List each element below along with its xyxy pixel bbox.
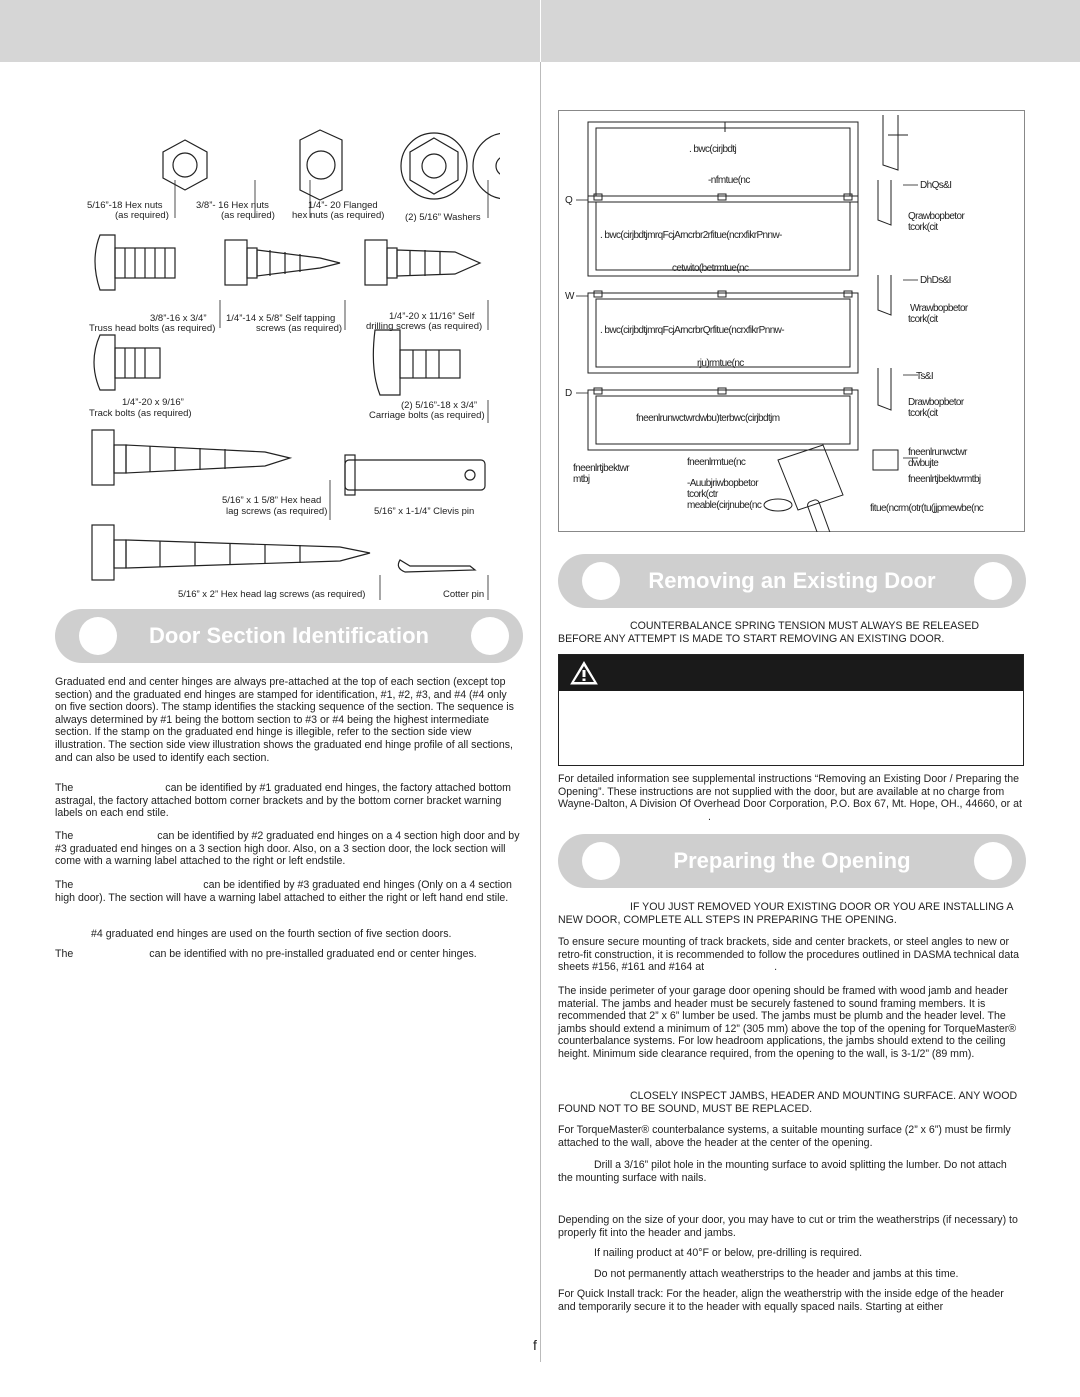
column-divider (540, 62, 541, 1362)
hex-nut-5-16-label: 5/16”-18 Hex nuts (87, 200, 163, 211)
diagram-right-11: dwbujte (908, 458, 939, 469)
warning-box (558, 654, 1024, 766)
page-number: f (533, 1337, 537, 1353)
diagram-label-section-3: . bwc(cirjbdtjmrqFcjArncrbr2rfitue(ncrxfikrPnnw- (600, 230, 782, 241)
door-section-banner (55, 609, 523, 663)
carriage-bolt-label: Carriage bolts (as required) (369, 410, 485, 421)
preparing-para-3: The inside perimeter of your garage door opening should be framed with wood jamb and header material. The jambs and header must be securely fastened to sound framing members. It is recommended that 2” x 6” lumber be used. The jambs must be plumb and the header level. The jambs should extend a minimum of 12” (305 mm) above the top of the opening for TorqueMaster® counterbalance systems. For low headroom applications, the jambs should extend to the ceiling height. Minimum side clearance required, from the opening to the wall, is 3-1/2” (89 mm). (558, 985, 1017, 1060)
hex-nut-3-8-qty: (as required) (221, 210, 275, 221)
diagram-mark-d: D (565, 388, 572, 399)
removing-door-title: Removing an Existing Door (648, 568, 936, 593)
diagram-right-7: Ts&I (916, 371, 934, 382)
self-tap-size: 1/4”-14 x 5/8” Self tapping (226, 313, 336, 324)
diagram-right-13: fitue(ncrm(otr(tu(jjpmewbe(nc (870, 503, 984, 514)
door-section-para-1: Graduated end and center hinges are always pre-attached at the top of each section (except top section) and the graduated end hinges are stamped for identification, #1, #2, #3, and #4 (#4 only on five section doors). The stamp identifies the stacking sequence of the section. The sequence is always determined by #1 being the bottom section to #3 or #4 being the highest intermediate section. If the stamp on the graduated end hinge is illegible, refer to the section side view illustration. The section side view illustration shows the graduated end hinge profile of all sections, and can also be used to identify each section. (55, 676, 514, 764)
preparing-para-4: CLOSELY INSPECT JAMBS, HEADER AND MOUNTING SURFACE. ANY WOOD FOUND NOT TO BE SOUND, MUST BE REPLACED. (558, 1090, 1018, 1115)
removing-para-1: COUNTERBALANCE SPRING TENSION MUST ALWAYS BE RELEASED BEFORE ANY ATTEMPT IS MADE TO START REMOVING AN EXISTING DOOR. (558, 620, 980, 645)
diagram-right-10: fneenlrunwctwr (908, 447, 967, 458)
diagram-mark-q: Q (565, 195, 573, 206)
diagram-right-1: DhQs&I (920, 180, 952, 191)
lag-screw-1-size: 5/16” x 1 5/8” Hex head (222, 495, 322, 506)
washers-label: (2) 5/16” Washers (405, 212, 481, 223)
door-section-para-2 (55, 782, 521, 820)
door-section-para-5: #4 graduated end hinges are used on the fourth section of five section doors. (91, 928, 452, 940)
preparing-para-2-end: . (774, 961, 778, 974)
diagram-right-8: Drawbopbetor (908, 397, 964, 408)
preparing-para-1: IF YOU JUST REMOVED YOUR EXISTING DOOR OR YOU ARE INSTALLING A NEW DOOR, COMPLETE ALL STEPS IN PREPARING THE OPENING. (558, 901, 1013, 926)
preparing-para-10: For Quick Install track: For the header, align the weatherstrip with the inside edge of the header and temporarily secure it to the header with equally spaced nails. Starting at either (558, 1288, 1004, 1313)
diagram-label-hinge-a: -Auubjriwbopbetor (687, 478, 758, 489)
removing-para-2-body: For detailed information see supplemental instructions “Removing an Existing Door / Preparing the Opening”. These instructions are not supplied with the door, but are available at no charge from Wayne-Dalton, A Division Of Overhead Door Corporation, P.O. Box 67, Mt. Hope, OH., 44660, or at (558, 773, 1022, 811)
para-2-lead: The (55, 782, 74, 794)
diagram-label-warning-2: mtbj (573, 474, 590, 485)
preparing-opening-title: Preparing the Opening (673, 848, 911, 873)
diagram-right-3: tcork(cit (908, 222, 938, 233)
self-tap-label: screws (as required) (256, 323, 343, 334)
preparing-para-6: Drill a 3/16” pilot hole in the mounting surface to avoid splitting the lumber. Do not attach the mounting surface with nails. (558, 1159, 1007, 1184)
diagram-right-9: tcork(cit (908, 408, 938, 419)
carriage-bolt-size: (2) 5/16”-18 x 3/4” (401, 400, 478, 411)
preparing-opening-banner (558, 834, 1026, 888)
diagram-label-warning: fneenlrtjbektwr (573, 463, 630, 474)
door-section-para-4 (55, 879, 521, 904)
diagram-label-end-hinge: fneenlrmtue(nc (687, 457, 746, 468)
clevis-pin-label: 5/16” x 1-1/4” Clevis pin (374, 506, 475, 517)
removing-para-2 (558, 773, 1024, 823)
hex-nut-5-16-qty: (as required) (115, 210, 169, 221)
para-4-lead: The (55, 879, 74, 891)
self-drill-size: 1/4”-20 x 11/16” Self (389, 311, 475, 322)
preparing-para-2-body: To ensure secure mounting of track brackets, side and center brackets, or steel angles to new or retro-fit construction, it is recommended to follow the procedures outlined in DASMA technical data sheets #156, #161 and #164 at (558, 936, 1020, 974)
preparing-para-9: Do not permanently attach weatherstrips to the header and jambs at this time. (594, 1268, 959, 1280)
diagram-label-intermediate: cetwito(betrmtue(nc (672, 263, 749, 274)
lag-screw-1-label: lag screws (as required) (226, 506, 328, 517)
removing-door-banner (558, 554, 1026, 608)
warning-triangle-icon (569, 659, 599, 687)
removing-para-2-end: . (708, 810, 711, 823)
lag-screw-2-label: 5/16” x 2” Hex head lag screws (as required) (178, 589, 366, 600)
diagram-right-2: Qrawbopbetor (908, 211, 965, 222)
para-3-lead: The (55, 830, 74, 842)
diagram-label-section-2: . bwc(cirjbdtjmrqFcjArncrbrQrfitue(ncrxfikrPnnw- (600, 325, 785, 336)
cotter-pin-label: Cotter pin (443, 589, 485, 600)
para-2-body: can be identified by #1 graduated end hinges, the factory attached bottom astragal, the factory attached bottom corner brackets and by the bottom corner bracket warning labels on each end stile. (55, 782, 511, 820)
para-4-body: can be identified by #3 graduated end hinges (Only on a 4 section high door). The section will have a warning label attached to either the right or left hand end stile. (55, 879, 512, 904)
hardware-illustration (80, 100, 500, 610)
preparing-para-5: For TorqueMaster® counterbalance systems, a suitable mounting surface (2” x 6”) must be firmly attached to the wall, above the header at the center of the opening. (558, 1124, 1011, 1149)
truss-bolt-size: 3/8”-16 x 3/4” (150, 313, 207, 324)
diagram-right-5: Wrawbopbetor (910, 303, 968, 314)
warning-header (559, 655, 1023, 691)
self-drill-label: drilling screws (as required) (366, 321, 483, 332)
diagram-right-12: fneenlrtjbektwrmtbj (908, 474, 981, 485)
diagram-mark-w: W (565, 291, 574, 302)
diagram-label-lock: -nfmtue(nc (708, 175, 750, 186)
diagram-label-bottom-bracket: fneenlrunwctwrdwbu)terbwc(cirjbdtjm (636, 413, 780, 424)
diagram-label-bottom: rju)rmtue(nc (697, 358, 744, 369)
para-3-body: can be identified by #2 graduated end hinges on a 4 section high door and by #3 graduated end hinges on a 3 section high door. Also, on a 3 section door, the lock section will come with a warning label attached to the right or left endstile. (55, 830, 520, 868)
preparing-para-8: If nailing product at 40°F or below, pre-drilling is required. (594, 1247, 863, 1259)
flanged-nut-qty: hex nuts (as required) (292, 210, 385, 221)
flanged-nut-label: 1/4”- 20 Flanged (308, 200, 378, 211)
track-bolt-label: Track bolts (as required) (89, 408, 192, 419)
diagram-right-6: tcork(cit (908, 314, 938, 325)
diagram-label-hinge-b: tcork(ctr (687, 489, 718, 500)
preparing-para-7: Depending on the size of your door, you may have to cut or trim the weatherstrips (if necessary) to properly fit into the header and jambs. (558, 1214, 1018, 1239)
hex-nut-3-8-label: 3/8”- 16 Hex nuts (196, 200, 269, 211)
door-section-para-6 (55, 948, 521, 961)
preparing-para-2 (558, 936, 1024, 974)
diagram-label-hinge-c: meable(cirjnube(nc (687, 500, 762, 511)
track-bolt-size: 1/4”-20 x 9/16” (122, 397, 184, 408)
truss-bolt-label: Truss head bolts (as required) (89, 323, 216, 334)
diagram-label-top-section: . bwc(cirjbdtj (689, 144, 737, 155)
door-section-para-3 (55, 830, 521, 868)
door-section-title: Door Section Identification (149, 623, 429, 648)
para-6-lead: The (55, 948, 74, 960)
para-6-body: can be identified with no pre-installed graduated end or center hinges. (149, 948, 477, 960)
header-divider (540, 0, 541, 62)
diagram-right-4: DhDs&I (920, 275, 951, 286)
